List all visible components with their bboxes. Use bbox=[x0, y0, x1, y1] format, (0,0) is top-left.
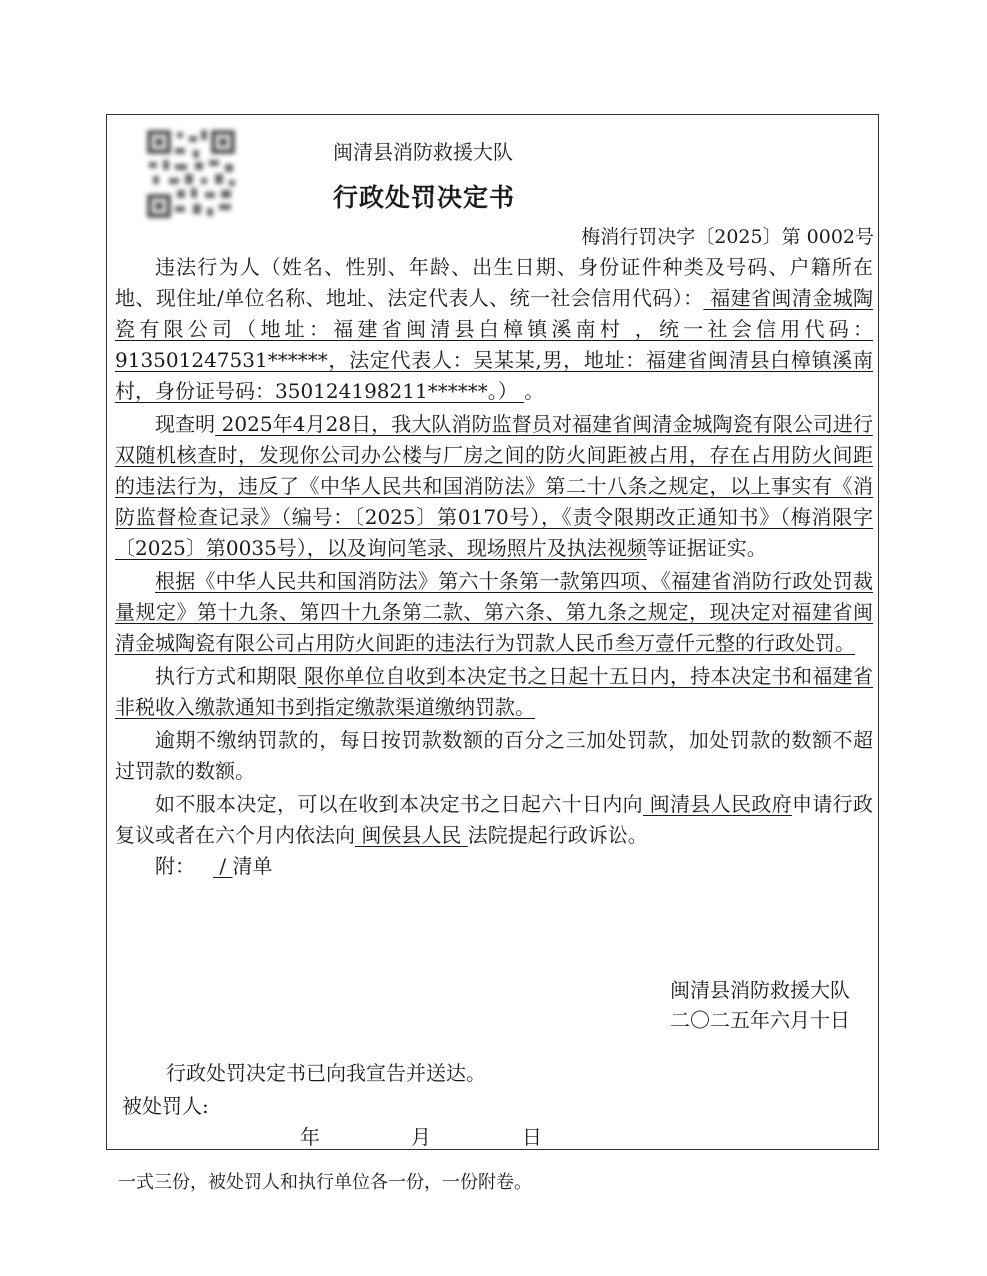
appeal-paragraph bbox=[115, 789, 873, 851]
decision-paragraph bbox=[115, 566, 873, 659]
party-label: 违法行为人（姓名、性别、年龄、出生日期、身份证件种类及号码、户籍所在地、现住址/单位名称、地址、法定代表人、统一社会信用代码）： bbox=[115, 255, 873, 310]
facts-value: 2025年4月28日，我大队消防监督员对福建省闽清金城陶瓷有限公司进行双随机核查时，发现你公司办公楼与厂房之间的防火间距被占用，存在占用防火间距的违法行为，违反了《中华人民共和国消防法》第二十八条之规定，以上事实有《消防监督检查记录》（编号：〔2025〕第0170号），《责令限期改正通知书》（梅消限字〔2025〕第0035号），以及询问笔录、现场照片及执法视频 bbox=[115, 412, 874, 560]
appeal-part3: 法院提起行政诉讼。 bbox=[467, 823, 648, 847]
qr-code bbox=[145, 128, 237, 220]
receipt-day: 日 bbox=[522, 1125, 542, 1149]
appeal-part2: 申请行政复议或者在六个月内依法向 bbox=[115, 792, 874, 847]
footer-note: 一式三份，被处罚人和执行单位各一份，一份附卷。 bbox=[118, 1172, 532, 1193]
agency-name: 闽清县消防救援大队 bbox=[333, 140, 513, 164]
document-body bbox=[115, 252, 873, 882]
attachment-value: / bbox=[213, 854, 233, 878]
party-paragraph bbox=[115, 252, 873, 407]
recipient-label: 被处罚人: bbox=[122, 1094, 209, 1118]
attachment-label: 附： bbox=[155, 854, 195, 878]
decision-value: 根据《中华人民共和国消防法》第六十条第一款第四项、《福建省消防行政处罚裁量规定》第十九条、第四十九条第二款、第六条、第九条之规定，现决定对福建省闽清金城陶瓷有限公司占用防火间距的违法行为罚款人民币叁万壹仟元整的行政处罚。 bbox=[115, 569, 873, 655]
party-value: 福建省闽清金城陶瓷有限公司（地址：福建省闽清县白樟镇溪南村 ，统一社会信用代码：913501247531******，法定代表人：吴某某,男，地址：福建省闽清县白樟镇溪南村，身份证号码：350124198211******。） bbox=[115, 286, 873, 403]
delivery-statement: 行政处罚决定书已向我宣告并送达。 bbox=[166, 1061, 486, 1085]
execution-value: 限你单位自收到本决定书之日起十五日内，持本决定书和福建省非税收入缴款通知书到指定缴款渠道缴纳罚款。 bbox=[115, 664, 873, 719]
facts-suffix: 等证据证实。 bbox=[646, 536, 767, 560]
appeal-gov: 闽清县人民政府 bbox=[642, 792, 793, 816]
document-number: 梅消行罚决字〔2025〕第 0002号 bbox=[581, 226, 874, 248]
facts-prefix: 现查明 bbox=[155, 412, 216, 436]
overdue-paragraph: 逾期不缴纳罚款的，每日按罚款数额的百分之三加处罚款，加处罚款的数额不超过罚款的数额。 bbox=[115, 728, 873, 783]
execution-paragraph bbox=[115, 661, 873, 723]
facts-paragraph bbox=[115, 409, 873, 564]
document-title: 行政处罚决定书 bbox=[333, 183, 516, 212]
execution-prefix: 执行方式和期限 bbox=[155, 664, 298, 688]
attachment-line bbox=[115, 851, 873, 882]
party-end: 。 bbox=[524, 379, 545, 403]
receipt-year: 年 bbox=[300, 1125, 320, 1149]
signature-date: 二〇二五年六月十日 bbox=[670, 1008, 850, 1032]
receipt-month: 月 bbox=[411, 1125, 431, 1149]
appeal-part1: 如不服本决定，可以在收到本决定书之日起六十日内向 bbox=[155, 792, 643, 816]
attachment-suffix: 清单 bbox=[232, 854, 273, 878]
appeal-court: 闽侯县人民 bbox=[355, 823, 468, 847]
signature-agency: 闽清县消防救援大队 bbox=[670, 978, 850, 1002]
